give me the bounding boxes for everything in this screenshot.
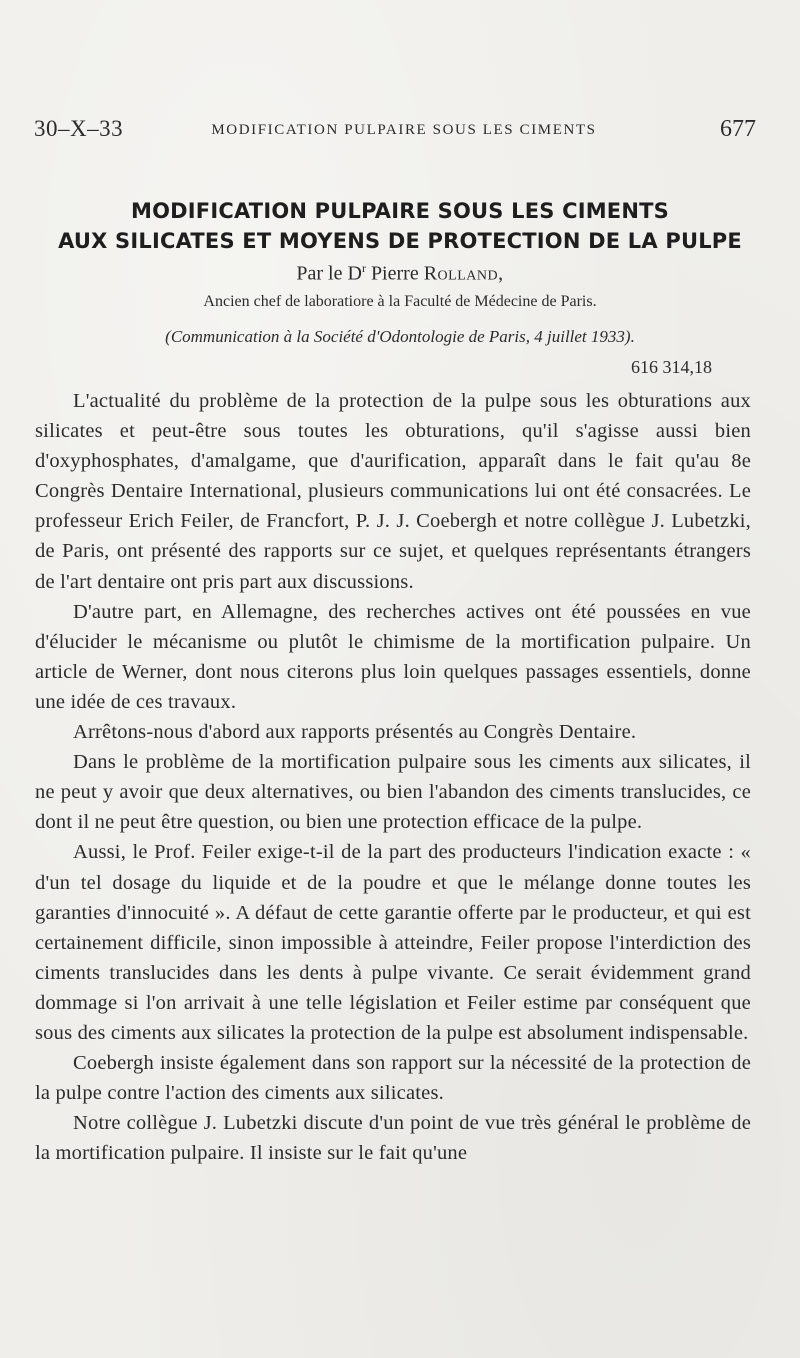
paragraph: Arrêtons-nous d'abord aux rapports présentés au Congrès Dentaire. — [73, 721, 637, 744]
communication-note: (Communication à la Société d'Odontologie de Paris, 4 juillet 1933). — [165, 327, 635, 346]
paragraph: L'actualité du problème de la protection de la pulpe sous les obturations aux silicates et peut-être sous toutes les obturations, qu'il s'agisse aussi bien d'oxyphosphates, d'amalgame, que d'aurification, apparaît dans le fait qu'au 8e Congrès Dentaire International, plusieurs communications lui ont été consacrées. Le professeur Erich Feiler, de Francfort, P. J. J. Coebergh et notre collègue J. Lubetzki, de Paris, ont présenté des rapports sur ce sujet, et quelques représentants étrangers de l'art dentaire ont pris part aux discussions. — [35, 390, 751, 593]
byline-prefix: Par le D — [296, 262, 362, 285]
page-number: 677 — [720, 116, 756, 142]
article-title — [20, 196, 780, 256]
article-body — [35, 386, 751, 1168]
paragraph: Coebergh insiste également dans son rapport sur la nécessité de la protection de la pulpe contre l'action des ciments aux silicates. — [35, 1052, 751, 1105]
paragraph: D'autre part, en Allemagne, des recherches actives ont été poussées en vue d'élucider le mécanisme ou plutôt le chimisme de la mortification pulpaire. Un article de Werner, dont nous citerons plus loin quelques passages essentiels, donne une idée de ces travaux. — [35, 600, 751, 713]
byline-name: Pierre — [365, 262, 424, 285]
byline-superscript: r — [361, 261, 366, 275]
running-header — [34, 116, 756, 146]
header-running-title: MODIFICATION PULPAIRE SOUS LES CIMENTS — [211, 122, 597, 138]
article-title-line-2: AUX SILICATES ET MOYENS DE PROTECTION DE LA PULPE — [58, 229, 742, 253]
classification-number: 616 314,18 — [631, 357, 712, 377]
header-date: 30–X–33 — [34, 116, 124, 141]
author-surname: Rolland, — [423, 262, 504, 285]
article-title-line-1: MODIFICATION PULPAIRE SOUS LES CIMENTS — [131, 199, 669, 223]
paragraph: Dans le problème de la mortification pulpaire sous les ciments aux silicates, il ne peut y avoir que deux alternatives, ou bien l'abandon des ciments translucides, ce dont il ne peut être question, ou bien une protection efficace de la pulpe. — [35, 751, 751, 834]
byline — [0, 254, 800, 288]
paragraph: Aussi, le Prof. Feiler exige-t-il de la part des producteurs l'indication exacte : « d'un tel dosage du liquide et de la poudre et que le mélange donne toutes les garanties d'innocuité ». A défaut de cette garantie offerte par le producteur, et qui est certainement difficile, sinon impossible à atteindre, Feiler propose l'interdiction des ciments translucides dans les dents à pulpe vivante. Ce serait évidemment grand dommage si l'on arrivait à une telle législation et Feiler estime par conséquent que sous des ciments aux silicates la protection de la pulpe est absolument indispensable. — [35, 841, 751, 1044]
paragraph: Notre collègue J. Lubetzki discute d'un point de vue très général le problème de la mortification pulpaire. Il insiste sur le fait qu'une — [35, 1112, 751, 1165]
author-affiliation: Ancien chef de laboratiore à la Faculté de Médecine de Paris. — [203, 293, 597, 310]
